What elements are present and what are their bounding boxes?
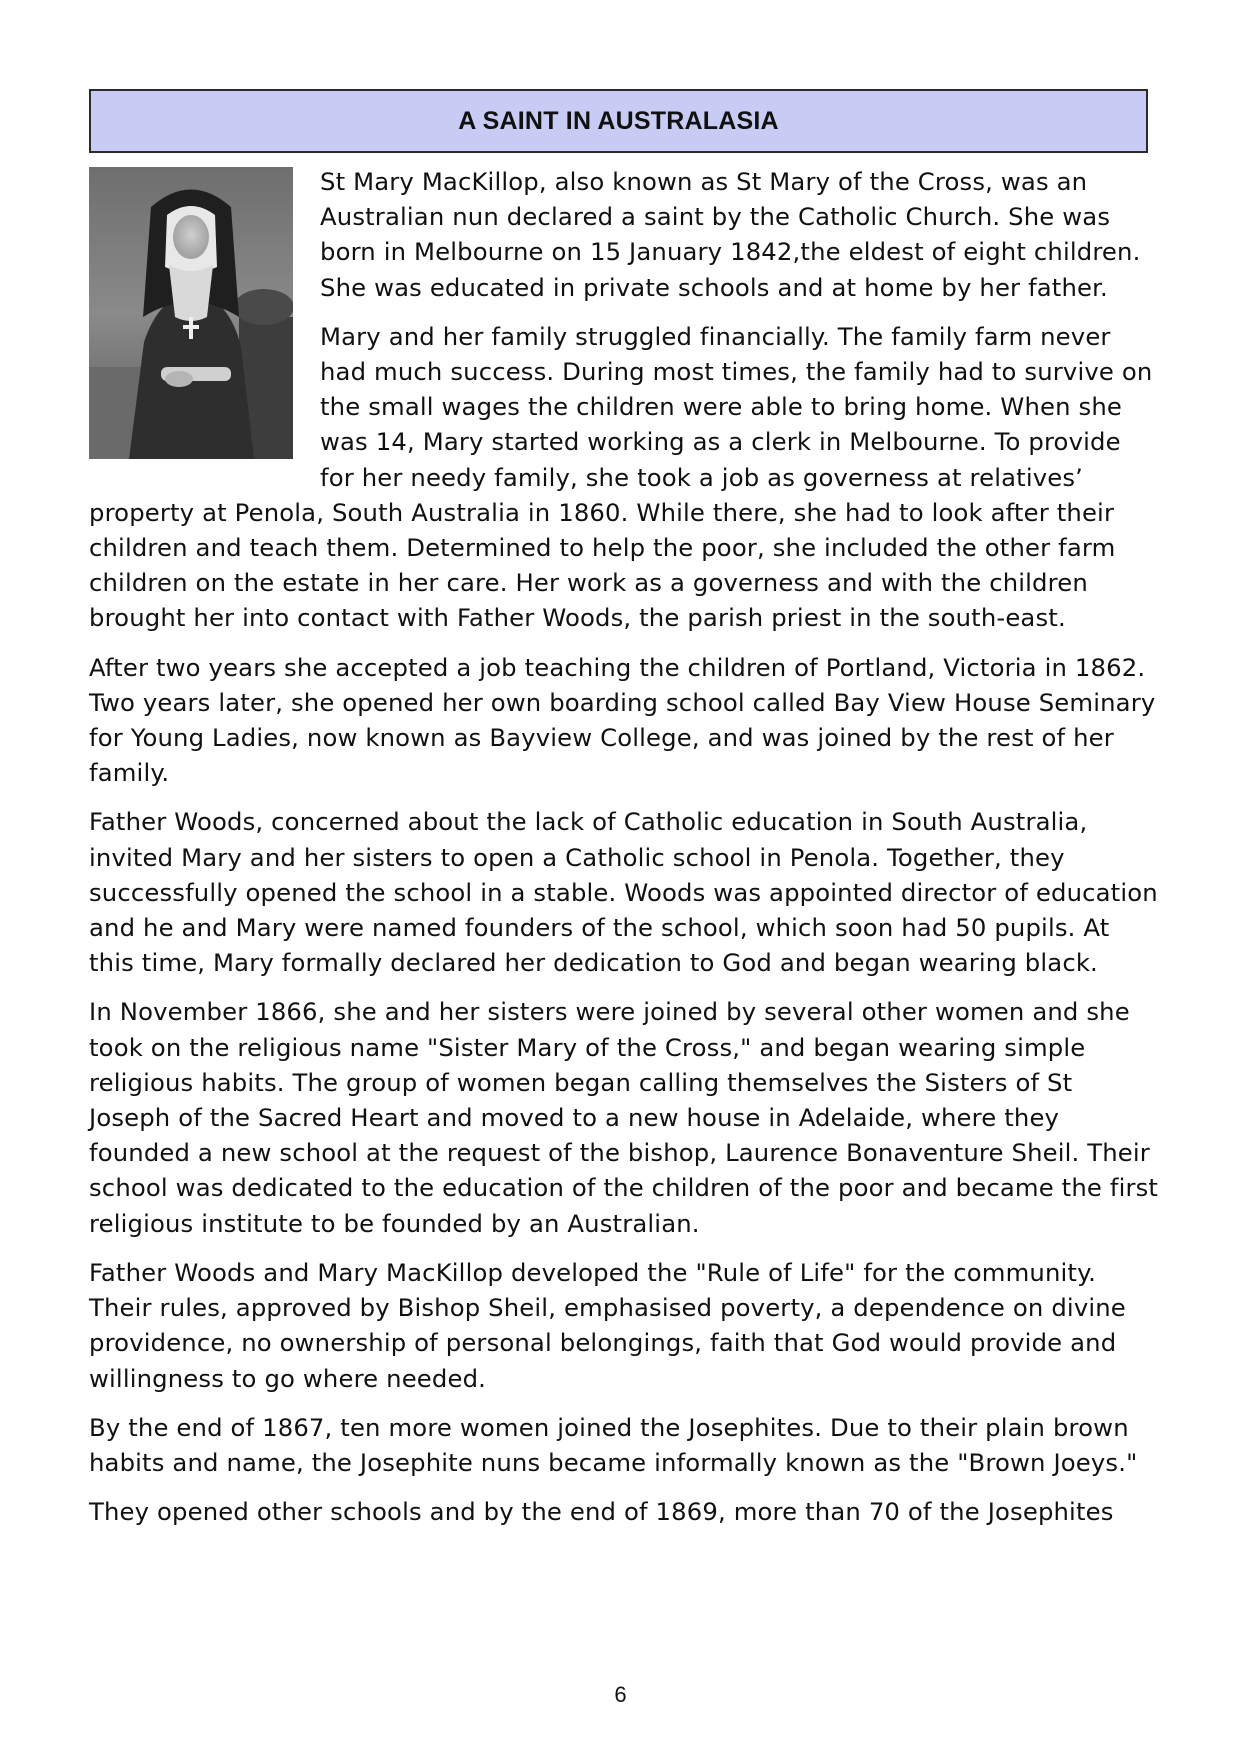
- portrait-photo: [89, 167, 293, 459]
- paragraph-2: Mary and her family struggled financially. The family farm never had much success. During most times, the family had to survive on the small wages the children were able to bring home. When she was 14, Mary started working as a clerk in Melbourne. To provide for her needy family, she took a job as governess at relatives’ property at Penola, South Australia in 1860. While there, she had to look after their children and teach them. Determined to help the poor, she included the other farm children on the estate in her care. Her work as a governess and with the children brought her into contact with Father Woods, the parish priest in the south-east.: [89, 321, 1153, 633]
- paragraph-7: By the end of 1867, ten more women joined the Josephites. Due to their plain brown habits and name, the Josephite nuns became informally known as the "Brown Joeys.": [89, 1412, 1138, 1477]
- article-body: [89, 164, 1159, 1543]
- paragraph-6: Father Woods and Mary MacKillop developed the "Rule of Life" for the community. Their rules, approved by Bishop Sheil, emphasised poverty, a dependence on divine providence, no ownership of personal belongings, faith that God would provide and willingness to go where needed.: [89, 1257, 1126, 1393]
- portrait-image: [89, 167, 293, 459]
- page-title: A SAINT IN AUSTRALASIA: [458, 106, 779, 135]
- paragraph-1: St Mary MacKillop, also known as St Mary of the Cross, was an Australian nun declared a saint by the Catholic Church. She was born in Melbourne on 15 January 1842,the eldest of eight children. She was educated in private schools and at home by her father.: [320, 167, 1141, 302]
- page-number: 6: [614, 1682, 627, 1707]
- paragraph-4: Father Woods, concerned about the lack of Catholic education in South Australia, invited Mary and her sisters to open a Catholic school in Penola. Together, they successfully opened the school in a stable. Woods was appointed director of education and he and Mary were named founders of the school, which soon had 50 pupils. At this time, Mary formally declared her dedication to God and began wearing black.: [89, 807, 1158, 978]
- title-banner: [89, 89, 1148, 153]
- paragraph-5: In November 1866, she and her sisters were joined by several other women and she took on the religious name "Sister Mary of the Cross," and began wearing simple religious habits. The group of women began calling themselves the Sisters of St Joseph of the Sacred Heart and moved to a new house in Adelaide, where they founded a new school at the request of the bishop, Laurence Bonaventure Sheil. Their school was dedicated to the education of the children of the poor and became the first religious institute to be founded by an Australian.: [89, 997, 1159, 1238]
- paragraph-8: They opened other schools and by the end of 1869, more than 70 of the Josephites: [89, 1497, 1114, 1527]
- paragraph-3: After two years she accepted a job teaching the children of Portland, Victoria in 1862. Two years later, she opened her own boarding school called Bay View House Seminary for Young Ladies, now known as Bayview College, and was joined by the rest of her family.: [89, 652, 1156, 788]
